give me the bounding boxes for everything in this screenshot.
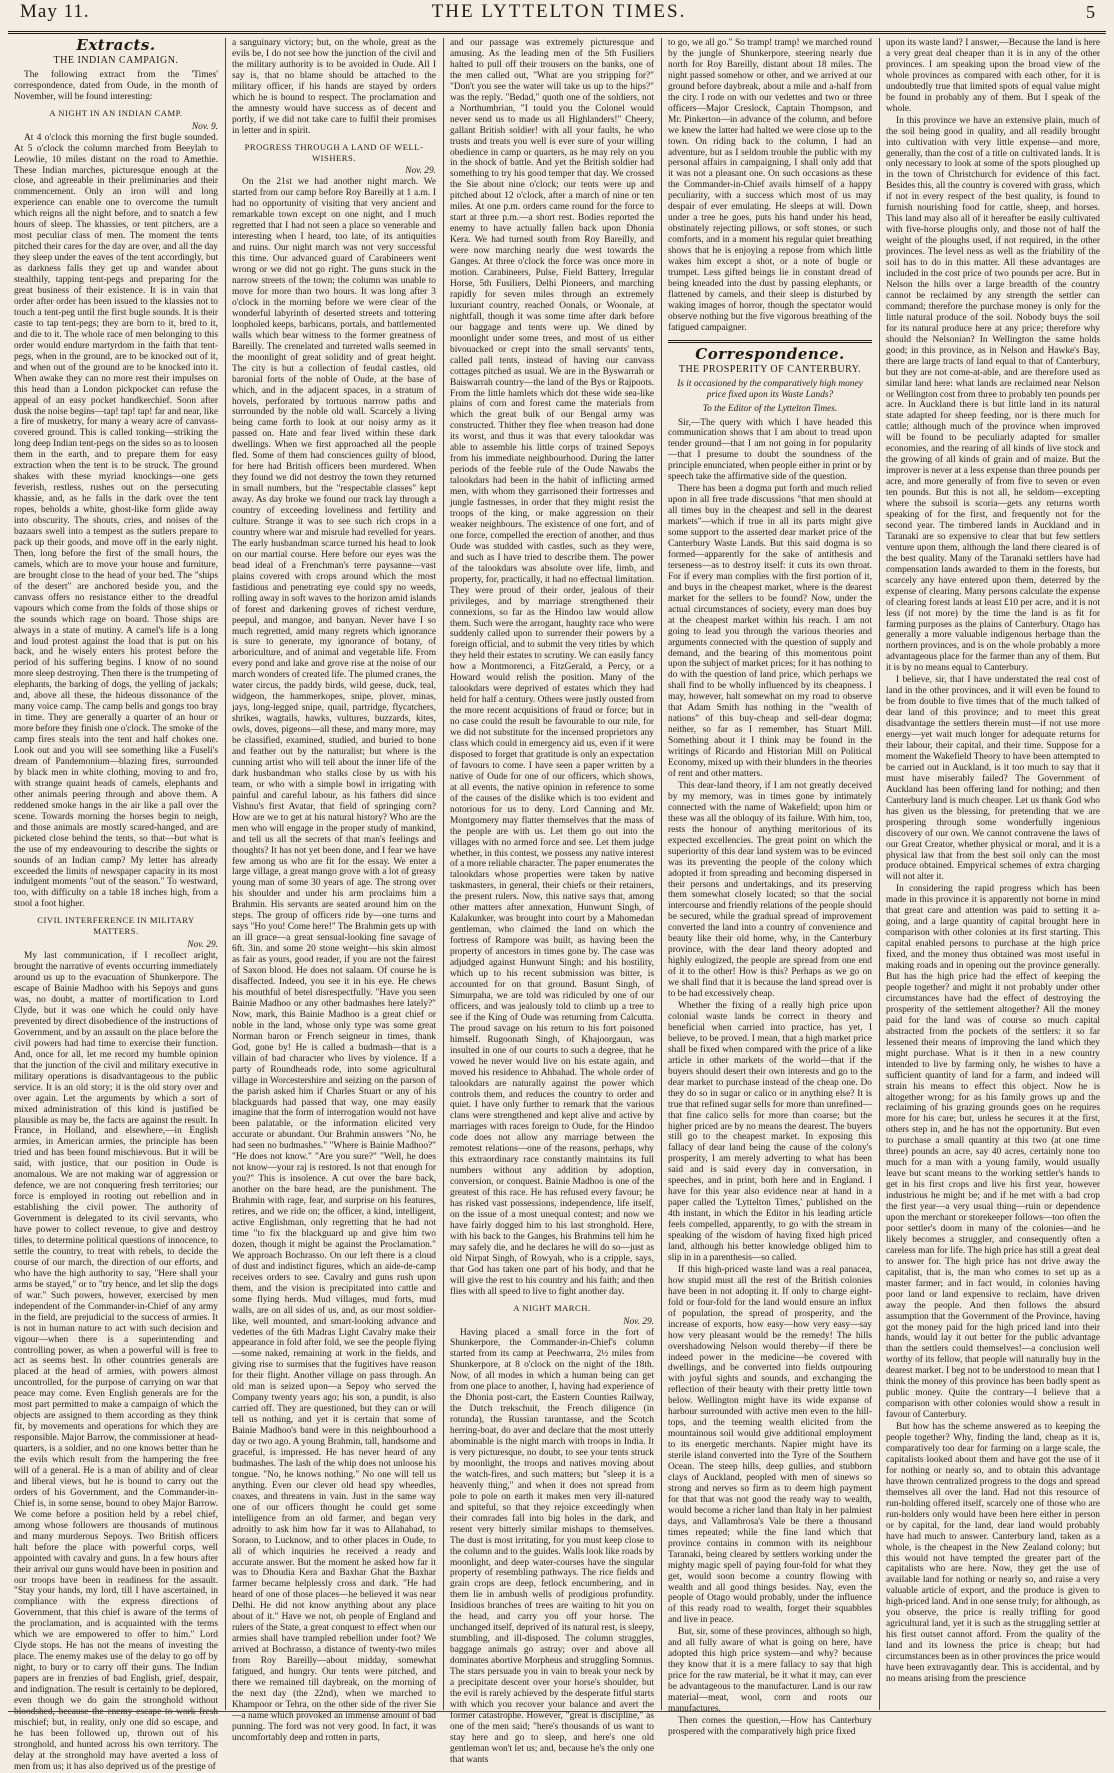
dateline: Nov. 9. [191,121,218,132]
column-2 [232,38,436,1743]
letter-paragraph: In considering the rapid progress which has been made in this province it is apparently not borne in mind that great care and attention was paid to setting it a-going, and a large quantity of capital brought here in comparison with other colonies at its first starting. This capital enabled persons to purchase at the high price fixed, and the money thus obtained was most useful in making roads and in opening out the province generally. But has the high price had the effect of keeping the people together? and might it not probably under other circumstances have had the effect of destroying the prosperity of the settlement altogether? All the money paid for the land was of course so much capital abstracted from the pockets of the settlers: it so far lessened their means of improving the land which they might purchase. What is it then in a new country intended to live by farming only, he wishes to have a sufficient quantity of land for a farm, and indeed will strain his means to effect this object. Now he is altogether wrong; for as his family grows up and the reclaiming of his grazing grounds goes on he requires more for his care; but, unless he secures it at the first, others step in, and he has not the opportunity. But even to purchase a small quantity at this two (at one time three) pounds an acre, say 40 acres, certainly none too much for a man with a young family, would usually leave but scant means to the working settler's hands to get in his first crops and live his first year, however industrious he might be; and if he met with a bad crop the first year—a very usual thing—ruin or dependence upon the merchant or storekeeper follows—too often the poor settler's doom in many of the colonies—and he likely becomes a struggler, and consequently often a careless man for life. The high price has still a great deal to answer for. The high price has not drive away the capitalist, that is, the man who comes to set up as a master farmer; and in fact would, in colonies having poor land or land expensive to reclaim, have driven away the people. And then follows the absurd assumption that the Government of the Province, having got the money paid for the high priced land into their hands, would lay it out better for the public advantage than the settlers could themselves!—a conclusion well worthy of its fellow, that people will naturally buy in the dearest market. I beg not to be understood to mean that I think the money of this province has been badly spent as public money. Quite the contrary—I believe that a comparison with other colonies would show a result in favour of Canterbury. [886,884,1100,1421]
letter-subtitle: Is it occasioned by the comparatively high money price fixed upon its Waste Lands? [677,378,863,400]
letter-paragraph: There has been a dogma put forth and much relied upon in all free trade discussions "that men should at all times buy in the cheapest and sell in the dearest markets"—which if true in all its parts might give some support to the asserted dear market price of the Canterbury Waste Lands. But this said dogma is so formed—apparently for the sake of antithesis and terseness—as to destroy itself: it cuts its own throat. For if every man complies with the first portion of it, and buys in the cheapest market, where is the dearest market for the sellers to be found? Now, under the actual circumstances of society, every man does buy at the cheapest market within his reach. I am not going to lead you through the various theories and arguments connected with the question of supply and demand, and the bearing of this momentous point upon the subject of market prices; for it has nothing to do with the question of land price, which perhaps we shall find to be wholly influenced by its cheapness. I may, however, halt somewhat on my road to observe that Adam Smith has nothing in the "wealth of nations" of this buy-cheap and sell-dear dogma; neither, so far as I remember, has Stuart Mill. Something about it I think may be found in the writings of Ricardo and Historian Mill on Political Economy, mixed up with their blunders in the theories of rent and other matters. [668,484,872,779]
letter-paragraph: I believe, sir, that I have understated the real cost of land in the other provinces, and it will even be found to be from double to five times that of the much talked of dear land of this province; and to meet this great disadvantage the settlers therein must—if not use more energy—yet wait much longer for adequate returns for their labour, their capital, and their time. Suppose for a moment the Wakefield Theory to have been attempted to be carried out in Auckland, is it too much to say that it must have miserably failed? The Government of Auckland has been offering land for nothing; and then Canterbury land is much cheaper. Let us thank God who has given us the blessing, for pretending that we are prospering through some wonderfully ingenious discovery of our own. We cannot contravene the laws of our Great Creator, whether physical or moral, and it is a physical law that from the best soil only can the most produce obtained. Empyrical schemes of extra charging will not alter it. [886,675,1100,883]
article-title: THE INDIAN CAMPAIGN. [53,54,179,66]
article-paragraph: and our passage was extremely picturesque and amusing. As the leading men of the 5th Fusiliers halted to pull off their trousers on the banks, one of the men called out, "What are you stripping for?" "Don't you see the water will take us up to the hips?" was the reply. "Bedad," quoth one of the soldiers, not a Northumbrian, "I tould you the Colonel would never send us to made us all Highlanders!" Cheery, gallant British soldier! with all your faults, he who trusts and treats you well is ever sure of your willing obedience in camp or quarters, as he may rely on you in the shock of battle. And yet the British soldier had something to try his good temper that day. We crossed the Sie about nine o'clock; our tents were up and pitched about 12 o'clock, after a march of nine or ten miles. At one p.m. orders came round for the force to start at three p.m.—a short rest. Bodies reported the enemy to have actually fallen back upon Dhonia Kera. We had turned south from Roy Bareilly, and were now marching nearly due west towards the Ganges. At three o'clock the force was once more in motion. Carabineers, Pulse, Field Battery, Irregular Horse, 5th Fusiliers, Delhi Pioneers, and marching rapidly for seven miles through an extremely luxuriant country, reached Oonals, or Woonale, at nightfall, though it was some time after dark before our baggage and tents were up. We dined by moonlight under some trees, and most of us either bivouacked or crept into the small servants' tents, called pall tents, instead of having our canvass cottages pitched as usual. We are in the Byswarrah or Baiswarrah country—the land of the Bys or Rajpoots. From the little hamlets which dot these wide sea-like plains of corn and forest came the materials from which the great bulk of our Bengal army was constructed. Thither they flee when treason had done its worst, and thus it was that every talookdar was able to assemble his little corps of trained Sepoys from his immediate neighbourhood. During the latter periods of the feeble rule of the Oude Nawabs the talookdars had been in the habit of inflicting armed men, with whom they garrisoned their fortresses and jungle fastnesses, in order that they might resist the troops of the king, or make aggression on their weaker neighbours. The existence of one fort, and of one force, compelled the erection of another, and thus Oude was studded with castles, such as they were, and such as I have tried to describe them. The power of the talookdars was absolute over life, limb, and property, for, practically, it had no effectual limitation. They were proud of their order, jealous of their privileges, and by marriage strengthened their connexions, so far as the Hindoo law would allow them. Such were the arrogant, haughty race who were suddenly called upon to surrender their powers by a foreign official, and to submit the very titles by which they held their estates to scrutiny. We can easily fancy how a Montmorenci, a FitzGerald, a Percy, or a Howard would relish the position. Many of the talookdars were deprived of estates which they had held for half a century. Others were justly ousted from the more recent acquisitions of fraud or force; but in no case could the result be favourable to our rule, for we did not substitute for the incensed proprietors any class which could in emergency aid us, even if it were disposed to forget that gratitude is only an expectation of favours to come. I have seen a paper written by a native of Oude for one of our officers, which shows, at all events, the native opinion in reference to some of the causes of the dislike which is too evident and notorious for us to deny. Lord Canning and Mr. Montgomery may flatter themselves that the mass of the people are with us. Let them go out into the villages with no armed force and see. Let them judge whether, in this contest, we possess any native interest of a more reliable character. The paper enumerates the talookdars whose properties were taken by native taskmasters, in general, their chiefs or their retainers, the present rulers. Now, this native says that, among other matters after annexation, Hunwunt Singh, of Kalakunker, was brought into court by a Mahomedan gentleman, who claimed the land on which the fortress of Rampore was built, as having been the property of ancestors in times gone by. The case was adjudged against Hunwunt Singh; and his hostility, which up to his recent submission was bitter, is accounted for on that ground. Basunt Singh, of Simurpaha, we are told was ridiculed by one of our officers, and was jealously told to climb up a tree to see if the King of Oude was returning from Calcutta. The proud savage on his return to his fort poisoned himself. Rugoonath Singh, of Khajoorgaun, was insulted in one of our courts to such a degree, that he vowed he never would live on his estate again, and moved his residence to Ahbahad. The whole order of talookdars are naturally against the power which controls them, and reduces the country to order and quiet. I have only further to remark that the various clans were strengthened and kept alive and active by marriages with races foreign to Oude, for the Hindoo code does not allow any marriage between the remotest relations—one of the reasons, perhaps, why this extraordinary race constantly maintains its full numbers without any addition by adoption, conversion, or conquest. Bainie Madhoo is one of the greatest of this race. He has refused every favour; he has risked vast possessions, independence, life itself, on the issue of a most unequal contest; and now we have fairly dogged him to his last stronghold. Here, with his back to the Ganges, his Brahmins tell him he may safely die, and he declares he will do so—just as old Nirpat Singh, of Rowyah, who is a cripple, says, that God has taken one part of his body, and that he will give the rest to his country and his faith; and then flies with all speed to live to fight another day. [450,38,654,1297]
column-divider [661,38,662,1710]
column-1 [14,36,218,1772]
letter-paragraph: But how has the scheme answered as to keeping the people together? Why, finding the land, cheap as it is, comparatively too dear for farming on a large scale, the capitalists looked about them and have got the use of it for nothing or nearly so, and to obtain this advantage have thrown centralized progress to the dogs and spread themselves all over the land. Had not this resource of run-holding offered itself, scarcely one of those who are run-holders only would have been here either in person or by capital, for the land, dear land would probably have had much to answer. Canterbury land, taken as a whole, is the cheapest in the New Zealand colony; but this would not have tempted the greater part of the capitalists who are here. Now, they get the use of available land for nothing or nearly so, and raise a very valuable article of export, and the produce is given to high-priced land. And in one sense truly; for although, as you observe, the price is really trifling for good agricultural land, yet it is such as the struggling settler at his first outset cannot afford. From the quality of the land and its lowness the price is cheap; but had circumstances been as in other provinces the price would have been extravagantly dear. This is accidental, and by no means arising from the prescience [886,1422,1100,1685]
letter-paragraph: In this province we have an extensive plain, much of the soil being good in quality, and all readily brought into cultivation with very little expense—and more, generally, than the cost of a title on cultivated lands. It is only necessary to look at some of the spots ploughed up in the town of Christchurch for evidence of this fact. Besides this, all the country is covered with grass, which if not in every respect of the best quality, is found to furnish nourishing food for cattle, sheep, and horses. This land may also all of it hereafter be easily cultivated with five-horse ploughs only, and those not of half the weight of the ploughs used, if not required, in the other provinces. The level ness as well as the friability of the soil has to do in this matter. All these advantages are included in the cost price of two pounds per acre. But in Nelson the hills over a large breadth of the country cannot be reclaimed by any strength the settler can command; therefore the purchase money is only for the little natural produce of the soil. Nobody buys the soil for its natural produce here at any price; therefore why should the Nelsonian? In Wellington the same holds good; in this province, as in Nelson and Hawke's Bay, there are large tracts of land equal to that of Canterbury, but they are not come-at-able, and are therefore used as similar land here: what lands are reclaimed near Nelson or Wellington cost from three to probably ten pounds per acre. In Auckland there is but little land in its natural state adapted for sheep feeding, nor is there much for cattle; although much of the province when improved will be found to be peculiarly adapted for smaller economies, and the rearing of all kinds of live stock and the growing of all kinds of grain and of maize. But the improver is never at a less expense than three pounds per acre, and more generally of from five to seven or even ten pounds. But this is not all, he seldom—excepting where the subsoil is scoria—gets any returns worth speaking of for the first, and frequently not for the second year. The timbered lands in Auckland and in Taranaki are so expensive to clear that but few settlers venture upon them, although the land there cleared is of the best quality. Many of the Taranaki settlers have had compensation lands awarded to them in the forests, but scarcely any have entered upon them, deterred by the expense of clearing. Many persons calculate the expense of clearing forest lands at least £10 per acre, and it is not less (if not more) by the time the land is as fit for farming purposes as the plains of Canterbury. Otago has generally a more valuable indigenous herbage than the northern provinces, and is on the whole probably a more advantageous place for the farmer than any of them. But it is by no means equal to Canterbury. [886,115,1100,674]
article-paragraph: Having placed a small force in the fort of Shunkerpore, the Commander-in-Chief's column started from its camp at Peechwarra, 2½ miles from Shunkerpore, at 8 o'clock on the night of the 18th. Now, of all modes in which a human being can get from one place to another, I, having had experience of the Dhonia post-cart, the Eastern Counties Railway, the Dutch trekschuit, the French diligence (in rotunda), the Russian tarantasse, and the Scotch herring-boat, do aver and declare that the most utterly abominable is the night march with troops in India. It is very picturesque, no doubt, to see your tents struck by moonlight, the troops and natives moving about the watch-fires, and such matters; but "sleep it is a heavenly thing," and when it does not spread from pole to pole on earth it makes men very ill-natured and spiteful, so that they rejoice exceedingly when their comrades fall into big holes in the dark, and resent very bitterly similar mishaps to themselves. The dust is most irritating, for you must keep close to the column and to the guides. Walls look like roads by moonlight, and deep water-courses have the singular property of resembling pathways. The rice fields and grain crops are deep, fetlock encumbering, and in them lie in ambush wells of prodigious profundity. Insidious branches of trees are waiting to hit you on the head, and carry you off your horse. The unchanged itself, deprived of its natural rest, is sleepy, stumbling, and ill-disposed. The column straggles, baggage animals go astray; over and above all dominates abortive Morpheus and struggling Somnus. The stars persuade you in vain to break your neck by a precipitate descent over your horse's shoulder, but the evil is rarely achieved by the desperate fitful starts with which you recover your balance and avert the former catastrophe. However, "great is discipline," as one of the men said; "here's thousands of us want to stay here and go to sleep, and here's one old gentleman won't let us; and, because he's the only one that wants [450,1327,654,1765]
column-4 [668,38,872,1737]
subheading: PROGRESS THROUGH A LAND OF WELL-WISHERS. [244,141,424,163]
letter-paragraph: upon its waste land? I answer,—Because the land is here a very great deal cheaper than it is in any of the other provinces. I am speaking upon the broad view of the whole provinces as compared with each other, for it is undoubtedly true that limited spots of equal value might be found in probably any of them. But I speak of the whole. [886,38,1100,114]
column-divider [225,38,226,1710]
section-heading-extracts: Extracts. [76,36,156,54]
article-paragraph: At 4 o'clock this morning the first bugle sounded. At 5 o'clock the column marched from Beeylah to Leowlie, 10 miles distant on the road to Amethie. These Indian marches, picturesque enough at the close, and agreeable in their preliminaries and their commencement. Only an iron will and long experience can enable one to overcome the tumult which reigns all the night before, and to snatch a few hours of sleep. The khassies, or tent pitchers, are a most peculiar class of men. The moment the tents pitched their cares for the day are over, and all the day they sleep under the eaves of the tent accordingly, but as darkness falls they get up and wander about stealthily, tapping tent-pegs and preparing for the great business of their existence. It is in vain that order after order has been issued to the klassies not to touch a tent-peg until the first bugle sounds. It is their caste to tap tent-pegs; they are born to it, bred to it, and die to it. The whole race of men belonging to this order would endure martyrdom in the faith that tent-pegs, when in the ground, are to be knocked out of it, and when out of the ground are to be knocked into it. When awake they can no more rest their impulses on this head than a London pickpocket can refuse the appeal of an easy pocket handkerchief. Soon after dusk the noise begins—tap! tap! tap! far and near, like a fire of musketry, for many a weary acre of canvass-covered ground. This is called tonking—striking the long deep Indian tent-pegs on the sides so as to loosen them in the earth, and to prepare them for easy extraction when the tent is to be struck. The ground shakes with these myriad knockings—one gets feverish, restless, rushes out on the persecuting khassie, and, as he falls in the dark over the tent ropes, beholds a white, ghost-like form glide away into obscurity. The shouts, cries, and noises of the bazaars swell into a tempest as the sutlers prepare to pack up their goods, and move off in the early night. Then, long before the first of the small hours, the camels, which are to move your house and furniture, are brought close to the head of your bed. The "ships of the desert" are anchored beside you, and the canvass offers no resistance either to the dreadful vapours which come from the folds of those ships or the sounds which rage on board. Those ships are always in a state of mutiny. A camel's life is a long and loud protest against the load that is put on his back, and he wisely enters his protest before the period of his suffering begins. I know of no sound more sleep destroying. Then there is the trumpeting of elephants, the barking of dogs, the yelling of jackals; and, above all these, the hideous dissonance of the many voice camp. The camp bells and gongs too bray in time. They are generally a quarter of an hour or more before they finish one o'clock. The smoke of the camp fires steals into the tent and half chokes one. Look out and you will see something like a Fuseli's dream of Pandemonium—blazing fires, surrounded by black men in white clothing, moving to and fro, with strange quaint heads of camels, elephants and other animals peering through and above them. A reddened smoke hangs in the air like a pall over the scene. Towards morning the horses begin to neigh, and those animals are mostly scared-hanged, and are picketed close behind the tents, so that—but what is the use of my endeavouring to describe the sights or sounds of an Indian camp? My letter has already exceeded the limits of newspaper capacity in its most indulgent moments "out of the season." To westward, too, with difficulty on a table 18 inches high, from a stool a foot higher. [14,132,218,910]
column-divider [443,38,444,1710]
article-paragraph: a sanguinary victory; but, on the whole, great as the evils be, I do not see how the junction of the civil and the military authority is to be avoided in Oude. All I say is, that no blame should be attached to the military officer, if his hands are stayed by orders which he is bound to respect. The proclamation and the amnesty would have success as of decent and portly, if we did not take care to fulfil their promises in letter and in spirit. [232,38,436,136]
newspaper-title: THE LYTTELTON TIMES. [431,1,687,22]
dateline: Nov. 29. [405,166,436,177]
article-paragraph: to go, we all go." So tramp! tramp! we marched round by the jungle of Shunkerpore, steering nearly due north for Roy Bareilly, distant about 18 miles. The night passed somehow or other, and we arrived at our ground before daybreak, about a mile and a-half from the city. I rode on with our vedettes and two or three officers—Major Creslock, Captain Thompson, and Mr. Pinkerton—in advance of the column, and before we knew the latter had halted we were close up to the town. On riding back to the column, I had an adventure, but as I seldom trouble the public with my personal affairs in campaigning, I shall only add that it was not a pleasant one. On such occasions as these the Commander-in-Chief avails himself of a happy peculiarity, with a success which most of us may despair of ever emulating. He sleeps at will. Down under a tree he goes, puts his hand under his head, obstinately rejecting pillows, or soft stones, or such comforts, and in a moment his regular quiet breathing shows that he is enjoying a repose from which little wakes him except a shot, or a note of bugle or trumpet. Less gifted beings lie in constant dread of being kneaded into the dust by passing elephants, or flattened by camels, and their sleep is disturbed by waking images of horror, though the spectator would observe nothing but the five vigorous breathing of the fatigued campaigner. [668,38,872,333]
dateline: Nov. 29. [623,1316,654,1327]
column-3 [450,38,654,1765]
letter-paragraph: Sir,—The query with which I have headed this communication shows that I am about to tread upon tender ground—that I am not going in for popularity—that I presume to doubt the soundness of the principle enunciated, when people either in print or by speech take the affirmative side of the question. [668,417,872,483]
section-rule [668,340,872,343]
subheading: A NIGHT IN AN INDIAN CAMP. [49,107,183,118]
column-divider [879,38,880,1710]
letter-title: THE PROSPERITY OF CANTERBURY. [678,363,862,375]
letter-salutation: To the Editor of the Lyttelton Times. [702,403,838,414]
page-number: 5 [1086,2,1096,22]
masthead-rule [8,31,1106,34]
section-heading-correspondence: Correspondence. [695,344,845,363]
letter-paragraph: But, sir, some of these provinces, although so high, and all fully aware of what is going on here, have adopted this high price system—and why? because they know that it is a mere fallacy to say that high price for the raw material, be it what it may, can ever be advantageous to the manufacturer. Land is our raw material—meat, wool, corn and roots our manufactures. [668,1627,872,1715]
page-bottom-rule [8,1711,1106,1712]
subheading: A NIGHT MARCH. [513,1302,591,1313]
subheading: CIVIL INTERFERENCE IN MILITARY MATTERS. [37,915,195,937]
letter-paragraph: Whether the fixing of a really high price upon colonial waste lands be correct in theory and beneficial when carried into practice, has yet, I believe, to be proved. I mean, that a high market price shall be fixed when compared with the price of a like article in other markets of the world—that if the buyers should desert their own interests and go to the dear market to purchase instead of the cheap one. Do they do so in sugar or calico or in anything else? It is true that refined sugar sells for more than unrefined—that fine calico sells for more than coarse; but the higher priced are by no means the dearest. The buyers still go to the cheapest market. In exposing this fallacy of dear land being the cause of the colony's prosperity, I am merely adverting to what has been said and is said every day in conversation, in speeches, and in print, both here and in England. I have for this year also evidence near at hand in a paper called the 'Lyttelton Times,' published on the 4th instant, in which the Editor in his leading article feels compelled, apparently, to go with the stream in speaking of the wisdom of having fixed high priced land, although his better knowledge obliged him to slip in in a parenthesis—so called. [668,1001,872,1263]
article-intro: The following extract from the 'Times' correspondence, dated from Oude, in the month of November, will be found interesting: [14,69,218,102]
column-5 [886,38,1100,1710]
article-paragraph: My last communication, if I recollect aright, brought the narrative of events occurring immediately around us up to the evacuation of Shunkerpore. The escape of Bainie Madhoo with his Sepoys and guns was, no doubt, a matter of mortification to Lord Clyde, but it was one which he could only have prevented by direct disobedience of the instructions of Government, and by an assault on the place before the civil powers had had time to exercise their function. And, once for all, let me record my humble opinion that the junction of the civil and military executive in military operations is disadvantageous to the public service. It is an old story; it is the old story over and over again. Let the arguments by which a sort of mixed administration of this kind is justified be plausible as may be, the facts are against the result. In France, in Holland, and elsewhere,—in English armies, in American armies, the principle has been tried and has been found mischievous. But it will be said, with justice, that our position in Oude is anomalous. We are not making war of aggression or defence, we are not conquering fresh territories; our force is employed in rooting out rebellion and in establishing the civil power. The authority of Government is delegated to its civil servants, who have power to collect revenue, to give and destroy titles, to determine political questions of innocence, to settle the country, to treat with rebels, to decide the course of our march, the direction of our efforts, and who have the high authority to say, "Here shall your arms be stayed," or to "try hence, and let slip the dogs of war." Such powers, however, exercised by men independent of the Commander-in-Chief of any army in the field, are prejudicial to the success of armies. It is not in human nature to act with such decision and vigour—when there is a superintending and controlling power, as when a powerful will is free to act as seems best. In other countries generals are placed at the head of armies, with powers almost uncontrolled, for the purpose of carrying on war that peace may come. Even English generals are for the most part permitted to make a campaign of which the objects are assigned to them according as they think fit, by movements and operations for which they are responsible. Major Barrow, the commissioner at head-quarters, is a soldier, and no one knows better than he the evils which result from the hampering the free will of a general. He is a man of ability and of clear and liberal views, but he is bound to carry out the orders of his Government, and the Commander-in-Chief is, in some sense, bound to obey Major Barrow. We come before a position held by a rebel chief, among whose followers are thousands of mutinous and many murderous Sepoys. Two British officers halt before the place with powerful corps, well appointed with cavalry and guns. In a few hours after their arrival our guns would have been in position and our troops have been in readiness for the assault. "Stay your hands, my lord, till I have ascertained, in compliance with the express directions of Government, that this chief is aware of the terms of the proclamation, and is acquainted with the terms which we are empowered to offer to him." Lord Clyde stops. He has not the means of investing the place. The enemy makes use of the delay to go off by night, to bury or to carry off their guns. The Indian papers are in frenzies of bad English, grief, despair, and indignation. The result is certainly to be deplored, even though we do gain the stronghold without bloodshed, because the enemy escape to work fresh mischief; but, in reality, only one did so escape, and he has been followed up, thrown out of his stronghold, and hunted across his own territory. The delay at the stronghold may have averted a loss of men from us; it has also deprived us of the prestige of [14,951,218,1772]
dateline: Nov. 29. [187,940,218,951]
article-paragraph: On the 21st we had another night march. We started from our camp before Roy Bareilly at 1 a.m. I had no opportunity of visiting that very ancient and remarkable town except on one night, and I much regretted that I had not seen a place so venerable and interesting when I heard, too late, of its antiquities and ruins. Our night march was not very successful this time. Our advanced guard of Carabineers went wrong or we did not go right. The guns stuck in the narrow streets of the town; the column was unable to move for more than two hours. It was long after 3 o'clock in the morning before we were clear of the wonderful labyrinth of deserted streets and tottering loopholed keeps, barbicans, portals, and battlemented walls which bear witness to the former greatness of Bareilly. The crenelated and turreted walls seemed in the moonlight of great solidity and of great height. The city is but a collection of feudal castles, old baronial forts of the noble of Oude, at the base of which, and in the adjacent spaces, in a stratum of hovels, perforated by tortuous narrow paths and surrounded by the noble old wall. Scarcely a living being came forth to look at our noisy army as it passed on. Hate and fear lived within these dark dwellings. When we first approached all the people fled. Some of them had consciences guilty of blood, for here had British officers been murdered. When they found we did not destroy the town they returned in small numbers, but the "respectable classes" kept away. As day broke we found our track lay through a country of exceeding loveliness and fertility and culture. Strange it was to see such rich crops in a country where war and misrule had revelled for years. The early husbandman scarce turned his head to look on our martial course. Here before our eyes was the bead ideal of a Frenchman's terre paysanne—vast plains covered with crops around which the most fastidious and penetrating eye could spy no weeds, rolling away in soft waves to the horizon amid islands of forest and darkening groves of richest verdure, peepul, and mangoe, and banyan. Never have I so much regretted, amid many regrets which ignorance is sure to generate, my ignorance of botany, of arboriculture, and of animal and vegetable life. From every pond and lake and grove rise at the noise of our march wonders of created life. The plumed cranes, the water circus, the paddy birds, wild geese, duck, teal, widgeon, the hammerkopes, snipe, plover, minas, jays, long-legged snipe, quail, partridge, flycatchers, shrikes, wagtails, hawks, vultures, buzzards, kites, owls, doves, pigeons—all these, and many more, may be classified, examined, studied, and buried to bone and feather out by the naturalist; but where is the cunning artist who will tell about the inner life of the dark husbandman who stalks close by us with his team, or who with a simple bowl in irrigating with painful and careful labour, as his fathers did since Vishnu's first Avatar, that field of springing corn? How are we to get at his natural history? Who are the men who will engage in the proper study of mankind, and tell us all the secrets of that man's feelings and thoughts? It has not yet been done, and I fear we have few among us who are fit for the essay. We enter a large village, a great mango grove with a lot of greasy young man of some 30 years of age. The strong over his shoulder and under his arm proclaims him a Brahmin. His servants are seated around him on the steps. The group of officers ride by—one turns and says "Ho you! Come here!" The Brahmin gets up with an ill grace—a great sensual-looking fine savage of 6ft. 3in. and some 20 stone weight—his skin almost as fair as yours, good reader, if you are not the fairest of Saxon blood. He does not salaam. Of course he is disaffected. Indeed, you see it in his eye. He chews his mouthful of betel disrespectfully. "Have you seen Bainie Madhoo or any other badmashes here lately?" Now, mark, this Bainie Madhoo is a great chief or noble in the land, whose only type was some great Norman baron or French seigneur in times, thank God, gone by! He is called a budmash—that is a villain of bad character who lives by violence. If a party of Roundheads rode, into some agricultural village in Worcestershire and seizing on the parson of the parish asked him if Charles Stuart or any of his blackguards had passed that way, one may easily imagine that the form of interrogation would not have been palatable, or the information elicited very accurate or abundant. Our Brahmin answers "No, he had seen no budmashes." "Where is Bainie Madhoo?" "He does not know." "Are you sure?" "Well, he does not know—your raj is restored. Is not that enough for you?" This is insolence. A cut over the bare back, another on the bare head, are the punishment. The Brahmin with rage, fear, and surprise on his features, retires, and we ride on; the officer, a kind, intelligent, active Englishman, only regretting that he had not time "to fix the blackguard up and give him two dozen, though it might be against the Proclamation." We approach Bochrasso. On our left there is a cloud of dust and indistinct figures, which an aide-de-camp receives orders to see. Cavalry and guns rush upon them, and the vision is precipitated into cattle and some flying herds. Mud villages, mud forts, mud walls, are on all sides of us, and, as our most soldier-like, well mounted, and smart-looking advance and vedettes of the 6th Madras Light Cavalry make their appearance in fold after fold, we see the people flying—some naked, remaining at work in the fields, and giving rise to surmises that the fugitives have reason for their flight. Another village on pass through. An old man is seized upon—a Sepoy who served the Company twenty years ago; his son, a pundit, is also carried off. They are questioned, but they can or will tell us nothing, and yet it is certain that some of Bainie Madhoo's band were in this neighbourhood a day or two ago. A young Brahmin, tall, handsome and graceful, is impressed. He has never heard of any budmashes. The lash of the whip does not unloose his tongue. "No, he knows nothing." No one will tell us anything. Even our clever old head spy wheedles, coaxes, and threatens in vain. Just in the same way one of our officers thought he could get some intelligence from an old farmer, and began very adroitly to ask him how far it was to Allahabad, to Soraon, to Lucknow, and to other places in Oude, to all of which inquiries he received a ready and accurate answer. But the moment he asked how far it was to Dhoudia Kera and Baxhar Ghat the Baxhar farmer became helplessly cross and dark. "He had heard of one of those places—he believed it was near Delhi. He did not know anything about any place about of it." Have we not, oh people of England and rulers of the State, a great conquest to effect when our armies shall have trampled rebellion under foot? We arrived at Bochrasso, a distance of twenty-two miles from Roy Bareilly—about midday, somewhat fatigued, and hungry. Our tents were pitched, and there we remained till daybreak, on the morning of the next day (the 22nd), when we marched to Khampoor or Tehra, on the other side of the river Sie—a name which provoked an immense amount of bad punning. The ford was not very good. In fact, it was uncomfortably deep and rotten in parts, [232,177,436,1743]
issue-date: May 11. [20,1,90,22]
letter-paragraph: If this high-priced waste land was a real panacea, how stupid must all the rest of the British colonies have been in not adopting it. If only to charge eight-fold or four-fold for the land would ensure an influx of population, the spread of prosperity, and the increase of exports, how easy—how very easy—say how very pleasant would be the remedy! The hills overshadowing Nelson would thereby—if there be indeed power in the medicine—be covered with dwellings, and be converted into fields outpouring with joyful sights and sounds, and exchanging the reflection of their beauty with their pretty little town below. Wellington might have its wide expanse of harbour surrounded with active men even to the hill-tops, and the teeming wealth elicited from the mountainous soil would give additional employment to its energetic merchants. Napier might have its sterile island converted into the Tyre of the Southern Ocean. The steep hills, deep gullies, and stubborn clays of Auckland, peopled with men of sinews so strong and nerves so firm as to deem high payment for that that was not good the ready way to wealth, would become a richer land than Italy in her palmiest days, and Vallambrosa's Vale be there a thousand times repeated; while the fine land which that province contains in common with its neighbour Taranaki, being cleared by settlers working under the mighty magic spell of paying four-fold for what they get, would soon become a country flowing with wealth and all good things besides. Nay, even the people of Otago would probably, under the influence of this ready road to wealth, forget their squabbles and live in peace. [668,1264,872,1626]
masthead [14,0,1104,26]
letter-paragraph: This dear-land theory, if I am not greatly deceived by my memory, was in times gone by intimately connected with the name of Wakefield; upon him or these was all the obloquy of its failure. With him, too, rests the honour of anything meritorious of its expected excellencies. The great point on which the superiority of this dear land system was to be evinced was its preventing the people of the colony which adopted it from spreading and becoming dispersed in their persons and undertakings, and its preserving them somewhat closely located; so that the social intercourse and friendly relations of the people should be secured, while the gradual spread of improvement converted the land into a country of convenience and beauty like their old home, why, in the Canterbury province, with the dear land theory adopted and highly eulogized, the people are spread from one end of it to the other! How is this? Perhaps as we go on we shall find that it is because the land spread over is to be had excessively cheap. [668,780,872,1000]
letter-paragraph: Then comes the question,—How has Canterbury prospered with the comparatively high price fixed [668,1715,872,1737]
